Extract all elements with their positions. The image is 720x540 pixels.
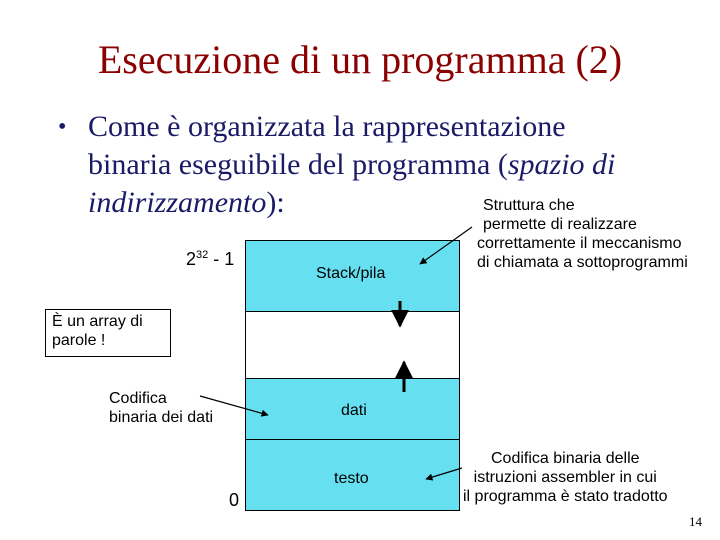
testo-label: testo [334, 470, 369, 487]
testo-note-line-1: Codifica binaria delle [491, 450, 640, 467]
struttura-note-line-3: correttamente il meccanismo [477, 235, 682, 252]
struttura-pointer-arrow [420, 227, 472, 264]
struttura-note-line-1: Struttura che [483, 197, 575, 214]
bullet-line-2-plain: binaria eseguibile del programma ( [88, 148, 508, 181]
page-number: 14 [689, 514, 702, 529]
dati-note-line-1: Codifica [109, 390, 167, 407]
top-address-base: 2 [186, 249, 197, 269]
dati-label: dati [341, 402, 367, 419]
dati-note-line-2: binaria dei dati [109, 409, 214, 426]
top-address-exponent: 32 [196, 249, 209, 261]
bullet-line-3-italic: indirizzamento [88, 186, 267, 219]
struttura-note-line-2: permette di realizzare [483, 216, 637, 233]
array-note-line-1: È un array di [52, 313, 143, 330]
testo-note-line-3: il programma è stato tradotto [463, 488, 668, 505]
array-note-line-2: parole ! [52, 332, 106, 349]
slide-title: Esecuzione di un programma (2) [97, 37, 623, 82]
dati-pointer-arrow [200, 396, 268, 415]
struttura-note-line-4: di chiamata a sottoprogrammi [477, 254, 688, 271]
bullet-dot: • [58, 114, 67, 140]
bullet-line-2-italic: spazio di [507, 148, 616, 181]
testo-note-line-2: istruzioni assembler in cui [473, 469, 657, 486]
stack-label: Stack/pila [316, 265, 386, 282]
top-address-rest: - 1 [208, 249, 235, 269]
bullet-line-3-end: ): [266, 186, 285, 219]
bottom-address-label: 0 [229, 490, 240, 510]
testo-pointer-arrow [426, 468, 462, 479]
bullet-line-1: Come è organizzata la rappresentazione [88, 110, 566, 143]
